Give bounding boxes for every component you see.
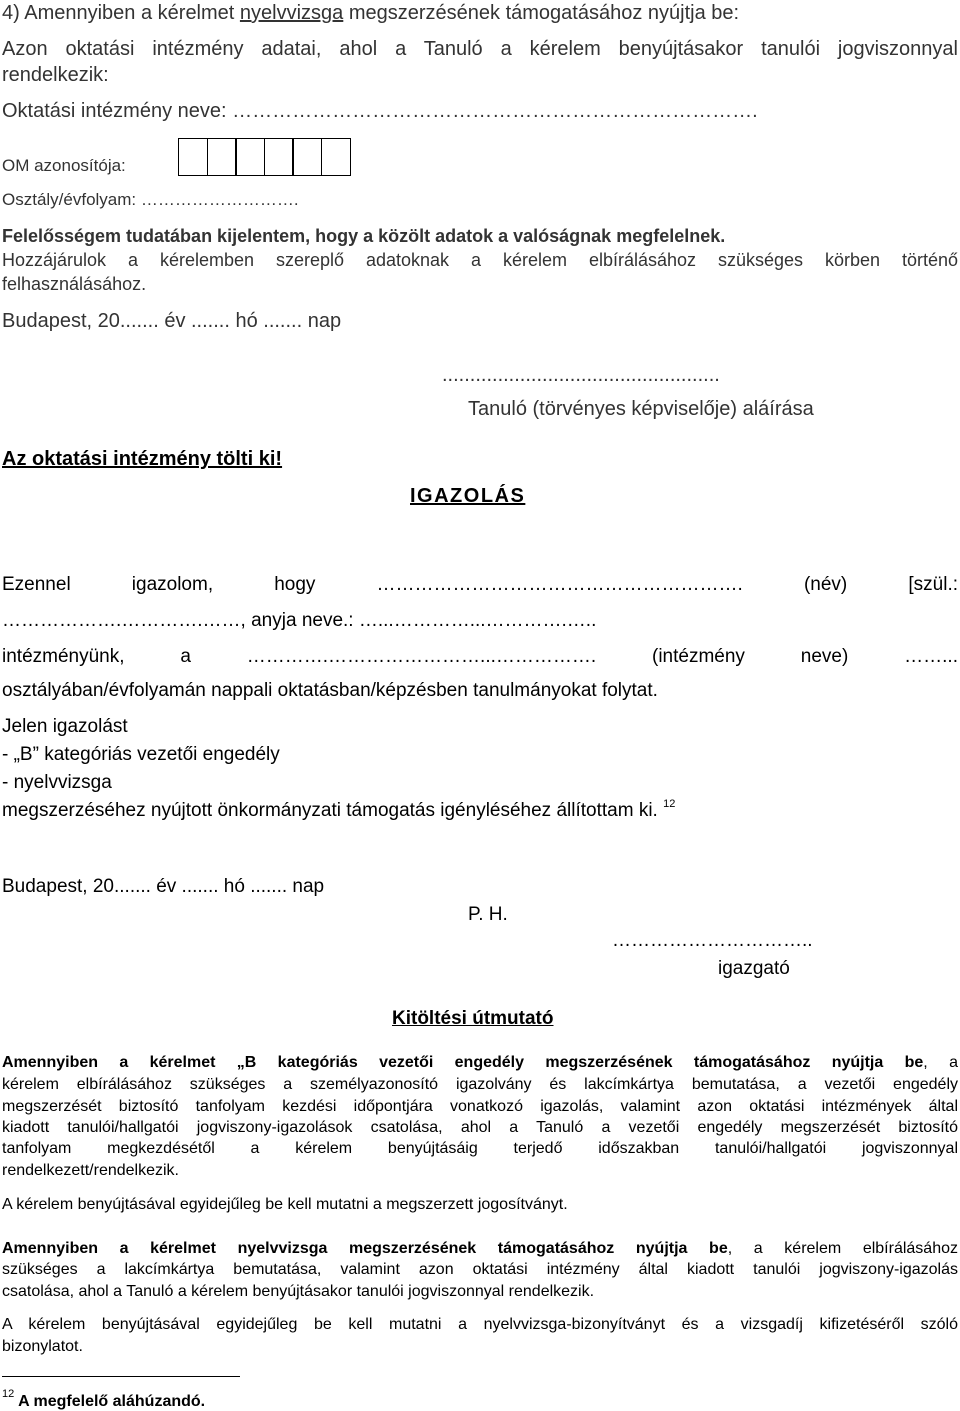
- section-heading: [2, 2, 739, 25]
- certificate-line: intézményünk, a ………….……………………...……………. (intézmény neve) ……...: [2, 646, 958, 667]
- director-dots: …………………………..: [612, 930, 813, 951]
- guide-line: kérelem elbírálásához szükséges a személyazonosító igazolvány és lakcímkártya bemutatása, a vezetői engedély: [2, 1076, 958, 1093]
- guide-line: bizonylatot.: [2, 1338, 83, 1355]
- om-digit-box[interactable]: [235, 138, 265, 176]
- certificate-item: - nyelvvizsga: [2, 772, 112, 793]
- om-digit-box[interactable]: [178, 138, 208, 176]
- guide-line: kiadott tanulói/hallgatói jogviszony-igazolások csatolása, ahol a Tanuló a vezetői engedély megszerzését biztosító: [2, 1119, 958, 1136]
- om-digit-box[interactable]: [207, 138, 237, 176]
- footnote-number: 12: [2, 1388, 15, 1400]
- guide-bold-text: Amennyiben a kérelmet „B kategóriás vezetői engedély megszerzésének támogatásához nyújtja be: [2, 1054, 924, 1071]
- guide-bold-text: Amennyiben a kérelmet nyelvvizsga megszerzésének támogatásához nyújtja be: [2, 1240, 728, 1257]
- guide-title: Kitöltési útmutató: [392, 1008, 554, 1029]
- heading-underlined: nyelvvizsga: [239, 2, 344, 24]
- date-line: Budapest, 20....... év ....... hó ....... nap: [2, 310, 342, 332]
- guide-line: rendelkezett/rendelkezik.: [2, 1162, 179, 1179]
- certificate-line: osztályában/évfolyamán nappali oktatásban/képzésben tanulmányokat folytat.: [2, 680, 658, 701]
- guide-line: megszerzését biztosító tanfolyam kezdési időpontjára vonatkozó igazolás, valamint azon oktatási intézmények által: [2, 1098, 958, 1115]
- intro-line: Azon oktatási intézmény adatai, ahol a Tanuló a kérelem benyújtásakor tanulói jogviszonnyal: [2, 38, 958, 60]
- certificate-text: megszerzéséhez nyújtott önkormányzati támogatás igényléséhez állítottam ki.: [2, 800, 658, 821]
- footnote-text: A megfelelő aláhúzandó.: [18, 1393, 206, 1410]
- om-label: OM azonosítója:: [2, 156, 126, 175]
- om-digit-box[interactable]: [321, 138, 351, 176]
- stamp-mark: P. H.: [468, 904, 508, 925]
- guide-line: tanfolyam megkezdésétől a kérelem benyújtásáig terjedő időszakban tanulói/hallgatói jogviszonnyal: [2, 1140, 958, 1157]
- guide-line: [2, 1054, 958, 1072]
- footnote-ref: 12: [663, 798, 676, 810]
- om-digit-box[interactable]: [292, 138, 322, 176]
- heading-text-end: megszerzésének támogatásához nyújtja be:: [343, 2, 740, 24]
- certificate-line: Ezennel igazolom, hogy …………………………………………………. (név) [szül.:: [2, 574, 958, 595]
- footnote-separator: [2, 1376, 240, 1377]
- institution-fill-note: Az oktatási intézmény tölti ki!: [2, 448, 283, 470]
- consent-line-end: felhasználásához.: [2, 274, 147, 294]
- certificate-line: [2, 798, 675, 822]
- certificate-line: Jelen igazolást: [2, 716, 128, 737]
- guide-line: [2, 1240, 958, 1258]
- guide-text: , a: [923, 1054, 958, 1071]
- guide-text: , a kérelem elbírálásához: [727, 1240, 958, 1257]
- class-field: Osztály/évfolyam: ……………………….: [2, 190, 299, 209]
- heading-text: 4) Amennyiben a kérelmet: [2, 2, 240, 24]
- intro-line-end: rendelkezik:: [2, 64, 109, 86]
- guide-line: csatolása, ahol a Tanuló a kérelem benyújtásakor tanulói jogviszonnyal rendelkezik.: [2, 1283, 595, 1300]
- date-line: Budapest, 20....... év ....... hó ....... nap: [2, 876, 325, 897]
- guide-line: A kérelem benyújtásával egyidejűleg be kell mutatni a nyelvvizsga-bizonyítványt és a vizsgadíj kifizetéséről szóló: [2, 1316, 958, 1333]
- consent-line: Hozzájárulok a kérelemben szereplő adatoknak a kérelem elbírálásához szükséges körben történő: [2, 250, 958, 270]
- signature-dots: ..................................................: [442, 364, 720, 386]
- certificate-title: IGAZOLÁS: [410, 485, 526, 507]
- om-digit-box[interactable]: [264, 138, 294, 176]
- guide-line: A kérelem benyújtásával egyidejűleg be kell mutatni a megszerzett jogosítványt.: [2, 1196, 568, 1213]
- director-label: igazgató: [718, 958, 790, 979]
- school-name-field: Oktatási intézmény neve: …………………………………………………………………….: [2, 100, 758, 122]
- declaration: Felelősségem tudatában kijelentem, hogy a közölt adatok a valóságnak megfelelnek.: [2, 226, 726, 246]
- signature-label: Tanuló (törvényes képviselője) aláírása: [468, 398, 814, 420]
- om-id-boxes[interactable]: [178, 138, 349, 176]
- certificate-item: - „B” kategóriás vezetői engedély: [2, 744, 280, 765]
- guide-line: szükséges a lakcímkártya bemutatása, valamint azon oktatási intézmény által kiadott tanulói jogviszony-igazolás: [2, 1261, 958, 1278]
- certificate-line: ……………….………….……, anyja neve.: …...…………...………….…..: [2, 610, 597, 631]
